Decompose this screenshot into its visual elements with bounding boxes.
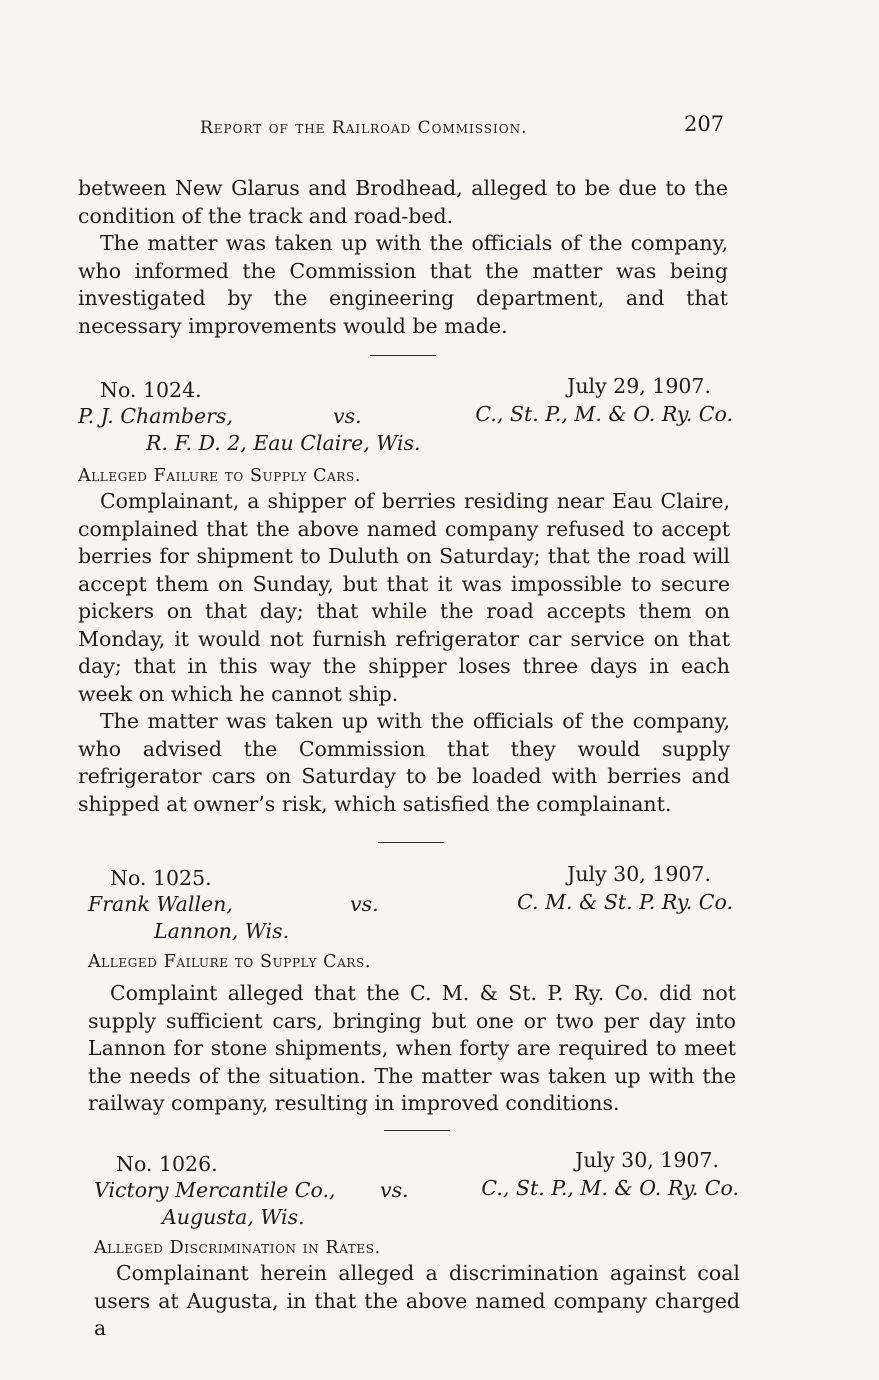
- case-body-1026: [94, 1260, 740, 1343]
- respondent: C., St. P., M. & O. Ry. Co.: [481, 1176, 739, 1200]
- carryover-paragraph-2: The matter was taken up with the officials of the company, who informed the Commission that the matter was being investigated by the engineering department, and that necessary improvements would be made.: [78, 231, 728, 338]
- section-divider: [370, 355, 436, 356]
- complainant-address: R. F. D. 2, Eau Claire, Wis.: [146, 431, 421, 455]
- complainant: Victory Mercantile Co.,: [94, 1178, 336, 1202]
- case-paragraph: Complainant, a shipper of berries residing near Eau Claire, complained that the above named company refused to accept berries for shipment to Duluth on Saturday; that the road will accept them on Sunday, but that it was impossible to secure pickers on that day; that while the road accepts them on Monday, it would not furnish refrigerator car service on that day; that in this way the shipper loses three days in each week on which he cannot ship.: [78, 489, 730, 706]
- case-heading-1025: Alleged Failure to Supply Cars.: [88, 952, 372, 972]
- section-divider: [384, 1130, 450, 1131]
- versus: vs.: [333, 404, 362, 428]
- page-number: 207: [684, 112, 725, 136]
- case-body-1025: [88, 980, 736, 1118]
- versus: vs.: [350, 892, 379, 916]
- case-paragraph: The matter was taken up with the officials of the company, who advised the Commission that they would supply refrigerator cars on Saturday to be loaded with berries and shipped at owner’s risk, which satisfied the complainant.: [78, 709, 730, 816]
- case-header-1025: [78, 862, 733, 946]
- case-date: July 29, 1907.: [567, 374, 711, 398]
- respondent: C., St. P., M. & O. Ry. Co.: [475, 402, 733, 426]
- case-date: July 30, 1907.: [567, 862, 711, 886]
- complainant-address: Lannon, Wis.: [154, 919, 290, 943]
- carryover-text: [78, 175, 728, 340]
- case-number: No. 1026.: [116, 1152, 218, 1176]
- running-title: Report of the Railroad Commission.: [200, 118, 528, 138]
- case-number: No. 1025.: [110, 866, 212, 890]
- complainant-address: Augusta, Wis.: [162, 1205, 305, 1229]
- case-paragraph: Complaint alleged that the C. M. & St. P. Ry. Co. did not supply sufficient cars, bringing but one or two per day into Lannon for stone shipments, when forty are required to meet the needs of the situation. The matter was taken up with the railway company, resulting in improved conditions.: [88, 981, 736, 1115]
- running-head: [0, 112, 879, 148]
- case-heading-1024: Alleged Failure to Supply Cars.: [78, 466, 362, 486]
- case-number: No. 1024.: [100, 378, 202, 402]
- case-heading-1026: Alleged Discrimination in Rates.: [94, 1238, 381, 1258]
- versus: vs.: [380, 1178, 409, 1202]
- complainant: Frank Wallen,: [88, 892, 233, 916]
- section-divider: [378, 842, 444, 843]
- respondent: C. M. & St. P. Ry. Co.: [517, 890, 733, 914]
- carryover-paragraph-1: between New Glarus and Brodhead, alleged to be due to the condition of the track and road-bed.: [78, 176, 728, 228]
- case-body-1024: [78, 488, 730, 818]
- case-paragraph: Complainant herein alleged a discrimination against coal users at Augusta, in that the above named company charged a: [94, 1261, 740, 1340]
- complainant: P. J. Chambers,: [78, 404, 233, 428]
- case-header-1024: [78, 374, 733, 458]
- case-date: July 30, 1907.: [575, 1148, 719, 1172]
- case-header-1026: [78, 1148, 739, 1232]
